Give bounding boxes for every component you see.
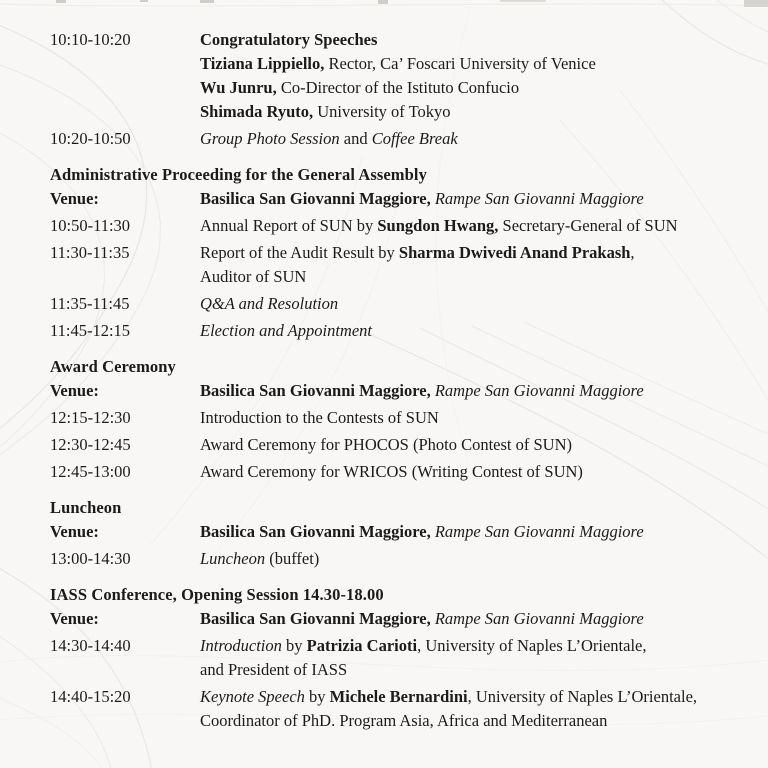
text-segment: Annual Report of SUN by xyxy=(200,216,378,235)
row-line xyxy=(200,685,750,709)
time-label: 14:40-15:20 xyxy=(50,687,131,706)
row-line xyxy=(200,709,750,733)
text-segment: Wu Junru, xyxy=(200,78,277,97)
schedule-row xyxy=(50,433,750,457)
venue-label: Venue: xyxy=(50,609,99,628)
schedule-row xyxy=(50,406,750,430)
row-content xyxy=(200,460,750,484)
row-line xyxy=(200,406,750,430)
row-line xyxy=(200,28,750,52)
row-line xyxy=(200,658,750,682)
schedule-row xyxy=(50,292,750,316)
row-content xyxy=(200,433,750,457)
text-segment: Michele Bernardini xyxy=(329,687,468,706)
text-segment: Auditor of SUN xyxy=(200,267,307,286)
row-line xyxy=(200,520,750,544)
row-line xyxy=(200,319,750,343)
text-segment: Election and Appointment xyxy=(200,321,373,340)
schedule-row xyxy=(50,187,750,211)
schedule-section xyxy=(50,496,750,571)
row-line xyxy=(200,547,750,571)
text-segment: Patrizia Carioti xyxy=(306,636,418,655)
section-heading: IASS Conference, Opening Session 14.30-18.00 xyxy=(50,585,384,604)
row-content xyxy=(200,292,750,316)
row-content xyxy=(200,241,750,289)
row-content xyxy=(200,187,750,211)
text-segment: Sharma Dwivedi Anand Prakash xyxy=(398,243,631,262)
schedule-row xyxy=(50,319,750,343)
text-segment: Luncheon xyxy=(200,549,266,568)
row-line xyxy=(200,127,750,151)
schedule-row xyxy=(50,127,750,151)
row-line xyxy=(200,76,750,100)
time-label: 13:00-14:30 xyxy=(50,549,131,568)
text-segment: Rampe San Giovanni Maggiore xyxy=(434,609,644,628)
text-segment: by xyxy=(304,687,330,706)
schedule-section xyxy=(50,355,750,484)
text-segment: Sungdon Hwang, xyxy=(377,216,499,235)
row-content xyxy=(200,319,750,343)
text-segment: Introduction xyxy=(200,636,282,655)
text-segment: Rector, Ca’ Foscari University of Venice xyxy=(324,54,596,73)
text-segment: Rampe San Giovanni Maggiore xyxy=(434,381,644,400)
time-label: 10:20-10:50 xyxy=(50,129,131,148)
schedule-row xyxy=(50,685,750,733)
row-line xyxy=(200,52,750,76)
text-segment: Basilica San Giovanni Maggiore, xyxy=(200,522,431,541)
text-segment: and President of IASS xyxy=(200,660,348,679)
text-segment: and xyxy=(339,129,372,148)
text-segment: Award Ceremony for WRICOS (Writing Contest of SUN) xyxy=(200,462,583,481)
row-line xyxy=(200,100,750,124)
time-label: 12:30-12:45 xyxy=(50,435,131,454)
text-segment: , xyxy=(630,243,635,262)
row-content xyxy=(200,127,750,151)
text-segment: by xyxy=(281,636,307,655)
row-line xyxy=(200,214,750,238)
text-segment: Basilica San Giovanni Maggiore, xyxy=(200,381,431,400)
row-line xyxy=(200,265,750,289)
time-label: 12:15-12:30 xyxy=(50,408,131,427)
text-segment: Tiziana Lippiello, xyxy=(200,54,325,73)
schedule-row xyxy=(50,634,750,682)
row-line xyxy=(200,187,750,211)
text-segment: Coordinator of PhD. Program Asia, Africa and Mediterranean xyxy=(200,711,608,730)
text-segment: Keynote Speech xyxy=(200,687,305,706)
text-segment: Group Photo Session xyxy=(200,129,340,148)
text-segment: Co-Director of the Istituto Confucio xyxy=(276,78,520,97)
schedule-row xyxy=(50,520,750,544)
schedule-row xyxy=(50,28,750,124)
row-content xyxy=(200,28,750,124)
row-content xyxy=(200,685,750,733)
schedule-section xyxy=(50,28,750,151)
row-content xyxy=(200,379,750,403)
time-label: 11:45-12:15 xyxy=(50,321,131,340)
section-heading: Luncheon xyxy=(50,498,122,517)
section-heading: Administrative Proceeding for the General Assembly xyxy=(50,165,427,184)
time-label: 14:30-14:40 xyxy=(50,636,131,655)
text-segment: Rampe San Giovanni Maggiore xyxy=(434,522,644,541)
time-label: 11:35-11:45 xyxy=(50,294,130,313)
text-segment: Shimada Ryuto, xyxy=(200,102,314,121)
venue-label: Venue: xyxy=(50,381,99,400)
row-line xyxy=(200,433,750,457)
row-line xyxy=(200,241,750,265)
row-content xyxy=(200,214,750,238)
text-segment: Report of the Audit Result by xyxy=(200,243,399,262)
text-segment: , University of Naples L’Orientale, xyxy=(417,636,647,655)
row-line xyxy=(200,460,750,484)
schedule-row xyxy=(50,460,750,484)
time-label: 10:50-11:30 xyxy=(50,216,131,235)
text-segment: Basilica San Giovanni Maggiore, xyxy=(200,609,431,628)
schedule-row xyxy=(50,607,750,631)
time-label: 10:10-10:20 xyxy=(50,30,131,49)
text-segment: Basilica San Giovanni Maggiore, xyxy=(200,189,431,208)
time-label: 12:45-13:00 xyxy=(50,462,131,481)
row-content xyxy=(200,547,750,571)
row-line xyxy=(200,634,750,658)
row-line xyxy=(200,292,750,316)
time-label: 11:30-11:35 xyxy=(50,243,130,262)
venue-label: Venue: xyxy=(50,522,99,541)
text-segment: Rampe San Giovanni Maggiore xyxy=(434,189,644,208)
schedule-row xyxy=(50,214,750,238)
row-content xyxy=(200,520,750,544)
text-segment: Congratulatory Speeches xyxy=(200,30,378,49)
row-line xyxy=(200,379,750,403)
text-segment: Award Ceremony for PHOCOS (Photo Contest of SUN) xyxy=(200,435,573,454)
row-content xyxy=(200,634,750,682)
venue-label: Venue: xyxy=(50,189,99,208)
row-content xyxy=(200,406,750,430)
text-segment: Secretary-General of SUN xyxy=(498,216,678,235)
schedule-section xyxy=(50,163,750,343)
text-segment: University of Tokyo xyxy=(313,102,451,121)
section-heading: Award Ceremony xyxy=(50,357,176,376)
schedule-section xyxy=(50,583,750,733)
schedule-row xyxy=(50,379,750,403)
text-segment: , University of Naples L’Orientale, xyxy=(467,687,698,706)
schedule-row xyxy=(50,241,750,289)
row-line xyxy=(200,607,750,631)
text-segment: Coffee Break xyxy=(371,129,458,148)
text-segment: Q&A and Resolution xyxy=(200,294,339,313)
text-segment: (buffet) xyxy=(265,549,320,568)
schedule-row xyxy=(50,547,750,571)
text-segment: Introduction to the Contests of SUN xyxy=(200,408,439,427)
row-content xyxy=(200,607,750,631)
